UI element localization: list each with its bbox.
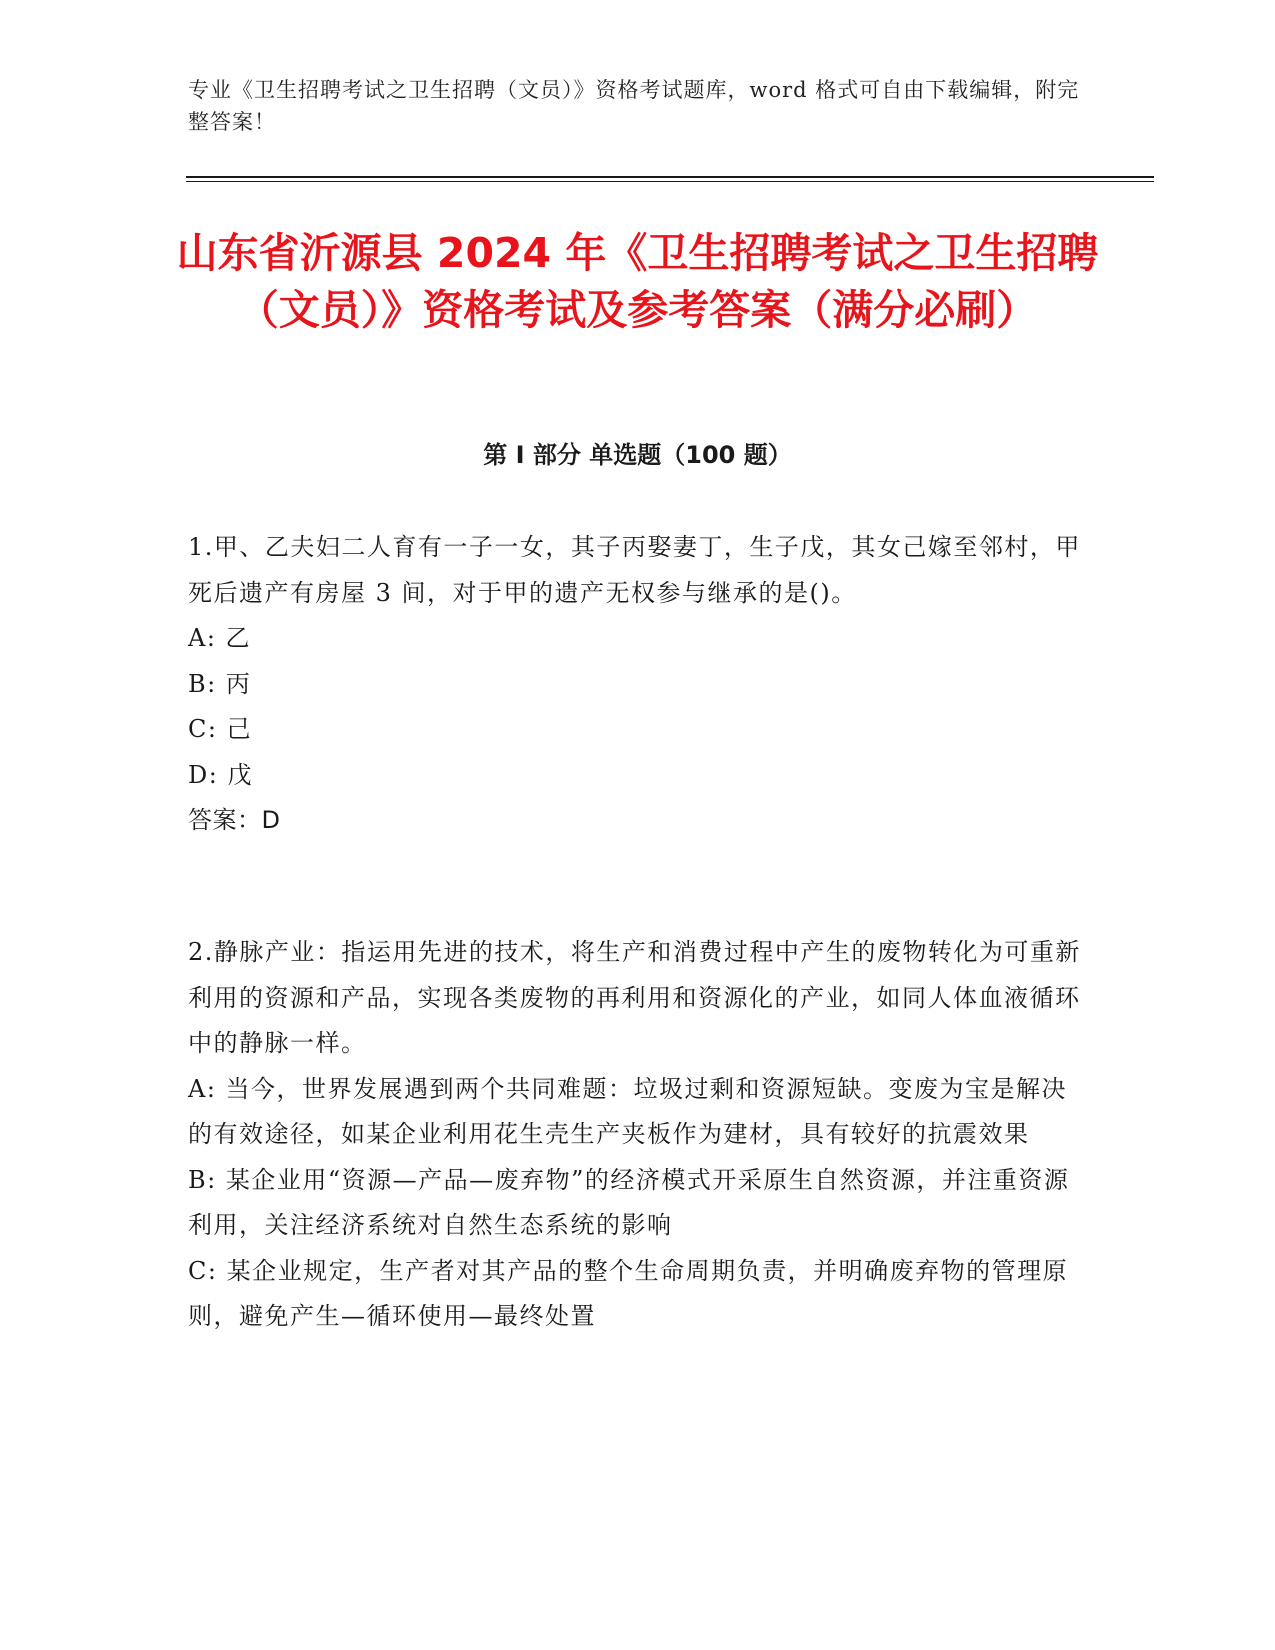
document-title: 山东省沂源县 2024 年《卫生招聘考试之卫生招聘（文员）》资格考试及参考答案（满分必刷） [176, 229, 1099, 334]
header-rule-thin [186, 181, 1154, 182]
question-2 [188, 930, 1083, 1340]
answer-line: 答案：D [188, 806, 281, 834]
option-a: A: 当今，世界发展遇到两个共同难题：垃圾过剩和资源短缺。变废为宝是解决的有效途径，如某企业利用花生壳生产夹板作为建材，具有较好的抗震效果 [188, 1074, 1068, 1148]
header-rule-thick [186, 176, 1154, 178]
option-c: C: 己 [188, 715, 253, 743]
option-a: A: 乙 [188, 624, 252, 652]
question-text: 1.甲、乙夫妇二人育有一子一女，其子丙娶妻丁，生子戊，其女己嫁至邻村，甲死后遗产有房屋 3 间，对于甲的遗产无权参与继承的是()。 [188, 533, 1081, 607]
header-note: 专业《卫生招聘考试之卫生招聘（文员）》资格考试题库，word 格式可自由下载编辑，附完整答案！ [188, 78, 1080, 134]
option-c: C: 某企业规定，生产者对其产品的整个生命周期负责，并明确废弃物的管理原则，避免产生—循环使用—最终处置 [188, 1256, 1069, 1330]
option-b: B: 丙 [188, 669, 252, 698]
question-1 [188, 525, 1083, 844]
section-heading: 第 I 部分 单选题（100 题） [483, 441, 792, 469]
option-b: B: 某企业用“资源—产品—废弃物”的经济模式开采原生自然资源，并注重资源利用，关注经济系统对自然生态系统的影响 [188, 1165, 1070, 1239]
question-text: 2.静脉产业：指运用先进的技术，将生产和消费过程中产生的废物转化为可重新利用的资源和产品，实现各类废物的再利用和资源化的产业，如同人体血液循环中的静脉一样。 [188, 938, 1081, 1057]
option-d: D: 戊 [188, 760, 253, 789]
